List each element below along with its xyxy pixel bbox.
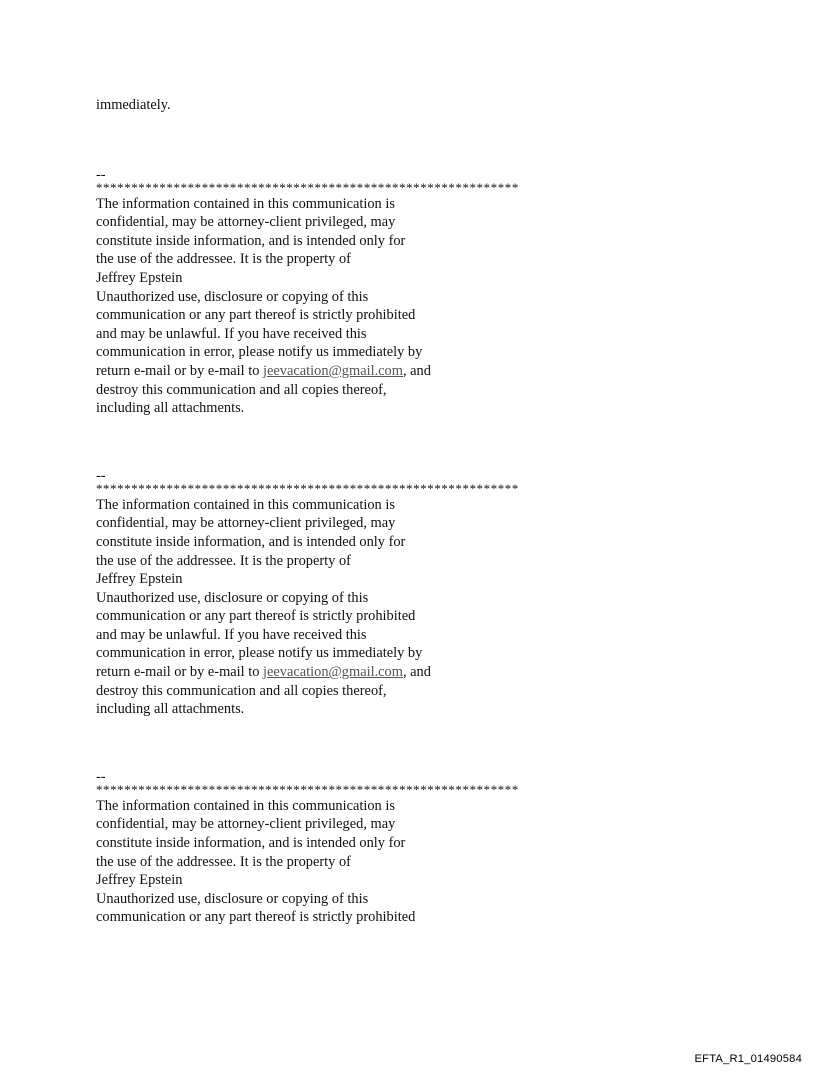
disclaimer-line: Unauthorized use, disclosure or copying of this <box>96 288 369 305</box>
disclaimer-line: communication or any part thereof is strictly prohibited <box>96 608 416 625</box>
email-link[interactable]: jeevacation@gmail.com <box>263 362 403 379</box>
disclaimer-line: including all attachments. <box>96 400 245 417</box>
signature-dash: -- <box>96 166 106 183</box>
email-link[interactable]: jeevacation@gmail.com <box>263 664 403 681</box>
signature-dash: -- <box>96 768 106 785</box>
disclaimer-line: Jeffrey Epstein <box>96 872 183 889</box>
disclaimer-line: confidential, may be attorney-client privileged, may <box>96 214 396 231</box>
disclaimer-block-1 <box>96 166 736 418</box>
email-line-prefix: return e-mail or by e-mail to <box>96 362 264 379</box>
disclaimer-line: communication in error, please notify us immediately by <box>96 645 423 662</box>
disclaimer-line: constitute inside information, and is intended only for <box>96 232 406 249</box>
disclaimer-line: Jeffrey Epstein <box>96 269 183 286</box>
disclaimer-line: The information contained in this communication is <box>96 797 395 814</box>
disclaimer-line: communication or any part thereof is strictly prohibited <box>96 909 416 926</box>
disclaimer-line: communication or any part thereof is strictly prohibited <box>96 307 416 324</box>
intro-line: immediately. <box>96 97 171 113</box>
disclaimer-line: the use of the addressee. It is the property of <box>96 552 351 569</box>
disclaimer-line: Unauthorized use, disclosure or copying of this <box>96 890 369 907</box>
disclaimer-line: confidential, may be attorney-client privileged, may <box>96 816 396 833</box>
disclaimer-line: destroy this communication and all copies thereof, <box>96 682 387 699</box>
email-line-suffix: , and <box>402 664 431 681</box>
document-id-footer: EFTA_R1_01490584 <box>694 1053 802 1065</box>
email-line-suffix: , and <box>402 362 431 379</box>
disclaimer-line: the use of the addressee. It is the property of <box>96 251 351 268</box>
disclaimer-line: The information contained in this communication is <box>96 195 395 212</box>
disclaimer-line: Unauthorized use, disclosure or copying of this <box>96 589 369 606</box>
separator-stars: ************************************************************ <box>96 782 519 797</box>
disclaimer-block-3 <box>96 768 736 927</box>
document-page <box>96 96 736 927</box>
disclaimer-line: including all attachments. <box>96 701 245 718</box>
disclaimer-line: the use of the addressee. It is the property of <box>96 853 351 870</box>
email-line <box>96 362 736 381</box>
email-line <box>96 663 736 682</box>
signature-dash: -- <box>96 467 106 484</box>
separator-stars: ************************************************************ <box>96 481 519 496</box>
disclaimer-line: Jeffrey Epstein <box>96 571 183 588</box>
disclaimer-line: confidential, may be attorney-client privileged, may <box>96 515 396 532</box>
disclaimer-line: and may be unlawful. If you have received this <box>96 626 367 643</box>
separator-stars: ************************************************************ <box>96 180 519 195</box>
disclaimer-line: constitute inside information, and is intended only for <box>96 835 406 852</box>
disclaimer-line: constitute inside information, and is intended only for <box>96 533 406 550</box>
email-line-prefix: return e-mail or by e-mail to <box>96 664 264 681</box>
disclaimer-line: communication in error, please notify us immediately by <box>96 344 423 361</box>
disclaimer-line: The information contained in this communication is <box>96 496 395 513</box>
disclaimer-line: and may be unlawful. If you have received this <box>96 325 367 342</box>
disclaimer-line: destroy this communication and all copies thereof, <box>96 381 387 398</box>
disclaimer-block-2 <box>96 467 736 719</box>
